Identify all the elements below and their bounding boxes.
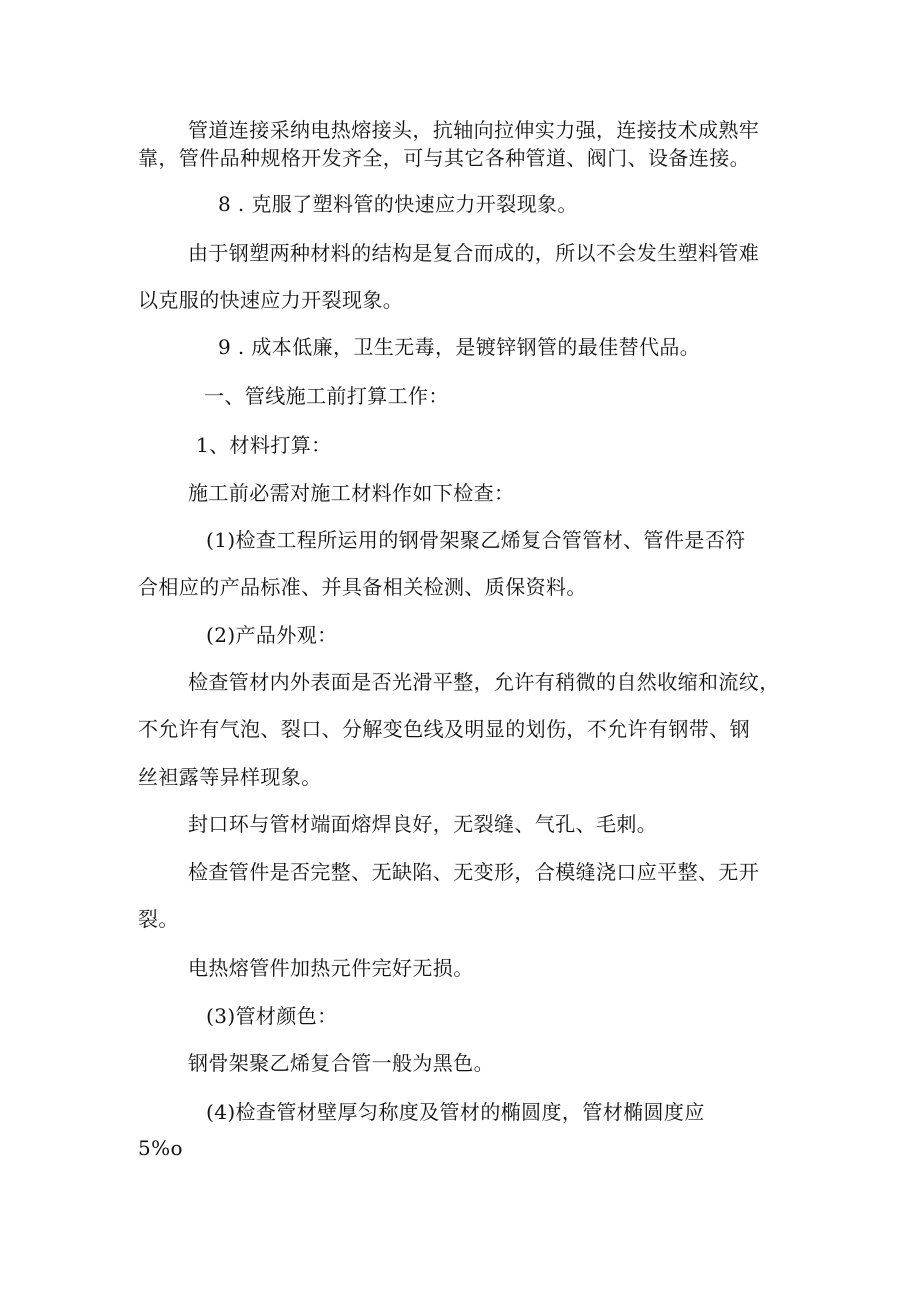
- paragraph-line: 管道连接采纳电热熔接头，抗轴向拉伸实力强，连接技术成熟牢: [188, 118, 760, 142]
- paragraph-line: 5%o: [138, 1136, 183, 1160]
- paragraph-line: 丝袒露等异样现象。: [138, 765, 322, 789]
- paragraph-line: 由于钢塑两种材料的结构是复合而成的，所以不会发生塑料管难: [188, 241, 760, 265]
- section-heading: (3)管材颜色：: [206, 1004, 338, 1028]
- section-heading: 8 . 克服了塑料管的快速应力开裂现象。: [218, 192, 578, 216]
- paragraph-line: 电热熔管件加热元件完好无损。: [188, 956, 474, 980]
- section-heading: 一、管线施工前打算工作：: [204, 384, 449, 408]
- paragraph-line: 检查管件是否完整、无缺陷、无变形，合模缝浇口应平整、无开: [188, 860, 760, 884]
- paragraph-line: 封口环与管材端面熔焊良好，无裂缝、气孔、毛刺。: [188, 812, 658, 836]
- paragraph-line: (4)检查管材壁厚匀称度及管材的椭圆度，管材椭圆度应: [206, 1100, 705, 1124]
- paragraph-line: 合相应的产品标准、并具备相关检测、质保资料。: [138, 575, 587, 599]
- section-heading: 1、材料打算：: [196, 433, 332, 457]
- paragraph-line: 以克服的快速应力开裂现象。: [138, 288, 404, 312]
- paragraph-line: 钢骨架聚乙烯复合管一般为黑色。: [188, 1051, 494, 1075]
- paragraph-line: 靠，管件品种规格开发齐全，可与其它各种管道、阀门、设备连接。: [138, 146, 750, 170]
- paragraph-line: 施工前必需对施工材料作如下检查：: [188, 481, 515, 505]
- section-heading: 9 . 成本低廉，卫生无毒，是镀锌钢管的最佳替代品。: [218, 335, 701, 359]
- paragraph-line: 裂。: [138, 907, 179, 931]
- paragraph-line: 检查管材内外表面是否光滑平整，允许有稍微的自然收缩和流纹，: [188, 670, 780, 694]
- paragraph-line: (1)检查工程所运用的钢骨架聚乙烯复合管管材、管件是否符: [206, 528, 746, 552]
- section-heading: (2)产品外观：: [206, 623, 338, 647]
- paragraph-line: 不允许有气泡、裂口、分解变色线及明显的划伤，不允许有钢带、钢: [138, 717, 750, 741]
